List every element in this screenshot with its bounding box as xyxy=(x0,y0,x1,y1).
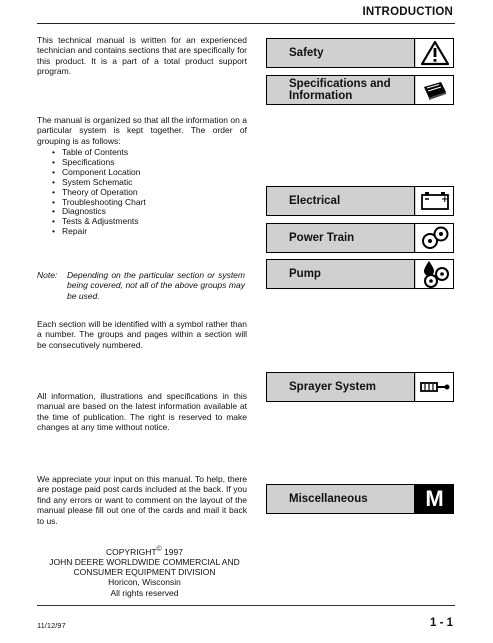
section-tab-power-train[interactable] xyxy=(266,223,454,253)
copyright-division: CONSUMER EQUIPMENT DIVISION xyxy=(73,567,216,578)
header-rule xyxy=(37,23,455,24)
section-label-safety: Safety xyxy=(289,47,324,59)
note-text: Depending on the particular section or system being covered, not all of the above groups may be used. xyxy=(67,270,245,301)
section-label-miscellaneous: Miscellaneous xyxy=(289,493,368,505)
copyright-rights: All rights reserved xyxy=(110,587,179,598)
section-tab-safety[interactable] xyxy=(266,38,454,68)
section-tab-sprayer-system[interactable] xyxy=(266,372,454,402)
footer-rule xyxy=(37,605,455,606)
section-label-power-train: Power Train xyxy=(289,232,355,244)
list-item: • Theory of Operation xyxy=(52,188,242,198)
organization-paragraph: The manual is organized so that all the information on a particular system is kept together. The order of grouping is as follows: xyxy=(37,115,247,146)
copyright-symbol: © xyxy=(156,546,162,553)
section-tab-miscellaneous[interactable] xyxy=(266,484,454,514)
info-paragraph: All information, illustrations and specifications in this manual are based on the latest information available at the time of publication. The right is reserved to make changes at any time without notice. xyxy=(37,391,247,433)
section-label-pump: Pump xyxy=(289,268,321,280)
section-tab-electrical[interactable] xyxy=(266,186,454,216)
copyright-block xyxy=(37,545,252,598)
manual-book-icon xyxy=(416,76,453,104)
copyright-location: Horicon, Wisconsin xyxy=(108,577,181,588)
copyright-company: JOHN DEERE WORLDWIDE COMMERCIAL AND xyxy=(49,557,240,568)
list-item: • Tests & Adjustments xyxy=(52,217,242,227)
copyright-year: 1997 xyxy=(164,546,183,557)
intro-paragraph: This technical manual is written for an experienced technician and contains sections that are specifically for this product. It is a part of a total product support program. xyxy=(37,35,247,77)
list-item: • Table of Contents xyxy=(52,148,242,158)
note-label: Note: xyxy=(37,270,58,280)
feedback-paragraph: We appreciate your input on this manual. To help, there are postage paid post cards included at the back. If you find any errors or want to comment on the layout of the manual please fill out one of the cards and mail it back to us. xyxy=(37,474,247,526)
battery-icon xyxy=(416,187,453,215)
group-list xyxy=(52,148,242,237)
copyright-word: COPYRIGHT xyxy=(106,546,157,557)
letter-m-icon xyxy=(416,485,453,513)
letter-m-glyph: M xyxy=(425,486,444,511)
list-item: • Component Location xyxy=(52,168,242,178)
list-item: • Repair xyxy=(52,227,242,237)
section-label-sprayer-system: Sprayer System xyxy=(289,381,376,393)
footer-date: 11/12/97 xyxy=(37,621,66,630)
page-number: 1 - 1 xyxy=(429,617,453,629)
hydraulic-drop-gear-icon xyxy=(416,260,453,288)
symbol-paragraph: Each section will be identified with a symbol rather than a number. The groups and pages within a section will be consecutively numbered. xyxy=(37,319,247,350)
section-tab-specifications[interactable] xyxy=(266,75,454,105)
gears-icon xyxy=(416,224,453,252)
list-item: • Specifications xyxy=(52,158,242,168)
spray-nozzle-icon xyxy=(416,373,453,401)
list-item: • Diagnostics xyxy=(52,207,242,217)
section-label-specifications: Specifications and Information xyxy=(289,78,391,102)
list-item: • Troubleshooting Chart xyxy=(52,198,242,208)
page-header-title: INTRODUCTION xyxy=(362,6,453,18)
section-tab-pump[interactable] xyxy=(266,259,454,289)
battery-plus-sign: + xyxy=(440,195,449,205)
section-label-electrical: Electrical xyxy=(289,195,341,207)
list-item: • System Schematic xyxy=(52,178,242,188)
warning-triangle-icon xyxy=(416,39,453,67)
